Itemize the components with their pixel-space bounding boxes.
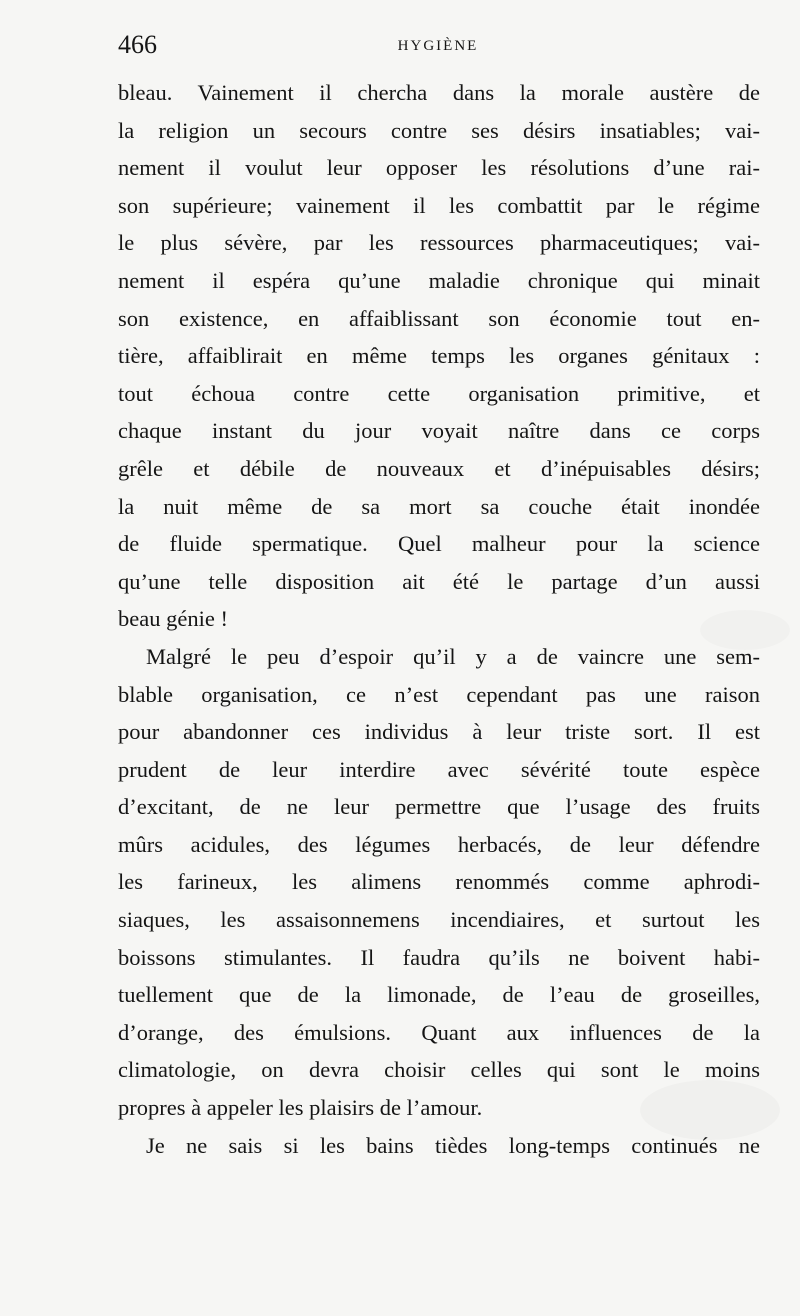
text-line: climatologie, on devra choisir celles qui sont le moins [118,1057,760,1083]
text-line: propres à appeler les plaisirs de l’amour. [118,1095,483,1121]
text-line: mûrs acidules, des légumes herbacés, de leur défendre [118,831,760,857]
text-line: grêle et débile de nouveaux et d’inépuisables désirs; [118,455,760,481]
page-number: 466 [118,30,157,59]
text-line: son existence, en affaiblissant son économie tout en- [118,305,760,331]
text-line: prudent de leur interdire avec sévérité toute espèce [118,756,760,782]
running-head: HYGIÈNE [397,38,479,54]
text-line: d’excitant, de ne leur permettre que l’usage des fruits [118,794,760,820]
text-line: la religion un secours contre ses désirs insatiables; vai- [118,117,760,143]
body-text [118,74,760,1164]
text-line: nement il espéra qu’une maladie chronique qui minait [118,267,760,293]
text-line: Je ne sais si les bains tièdes long-temps continués ne [146,1132,760,1158]
text-line: chaque instant du jour voyait naître dans ce corps [118,418,760,444]
text-line: son supérieure; vainement il les combattit par le régime [118,192,760,218]
text-line: tuellement que de la limonade, de l’eau de groseilles, [118,982,760,1008]
text-line: les farineux, les alimens renommés comme aphrodi- [118,869,760,895]
text-line: bleau. Vainement il chercha dans la morale austère de [118,80,760,105]
text-line: boissons stimulantes. Il faudra qu’ils ne boivent habi- [118,944,760,970]
text-line: siaques, les assaisonnemens incendiaires, et surtout les [118,907,760,933]
text-line: le plus sévère, par les ressources pharmaceutiques; vai- [118,230,760,256]
text-line: de fluide spermatique. Quel malheur pour la science [118,531,760,557]
text-line: tout échoua contre cette organisation primitive, et [118,380,760,406]
text-line: d’orange, des émulsions. Quant aux influences de la [118,1019,760,1045]
page-header [118,30,758,62]
text-line: Malgré le peu d’espoir qu’il y a de vaincre une sem- [146,643,760,669]
text-line: beau génie ! [118,606,228,632]
text-line: la nuit même de sa mort sa couche était inondée [118,493,760,519]
text-line: pour abandonner ces individus à leur triste sort. Il est [118,719,760,745]
text-line: qu’une telle disposition ait été le partage d’un aussi [118,568,760,594]
text-line: nement il voulut leur opposer les résolutions d’une rai- [118,155,760,181]
text-line: blable organisation, ce n’est cependant pas une raison [118,681,760,707]
text-line: tière, affaiblirait en même temps les organes génitaux : [118,343,760,369]
